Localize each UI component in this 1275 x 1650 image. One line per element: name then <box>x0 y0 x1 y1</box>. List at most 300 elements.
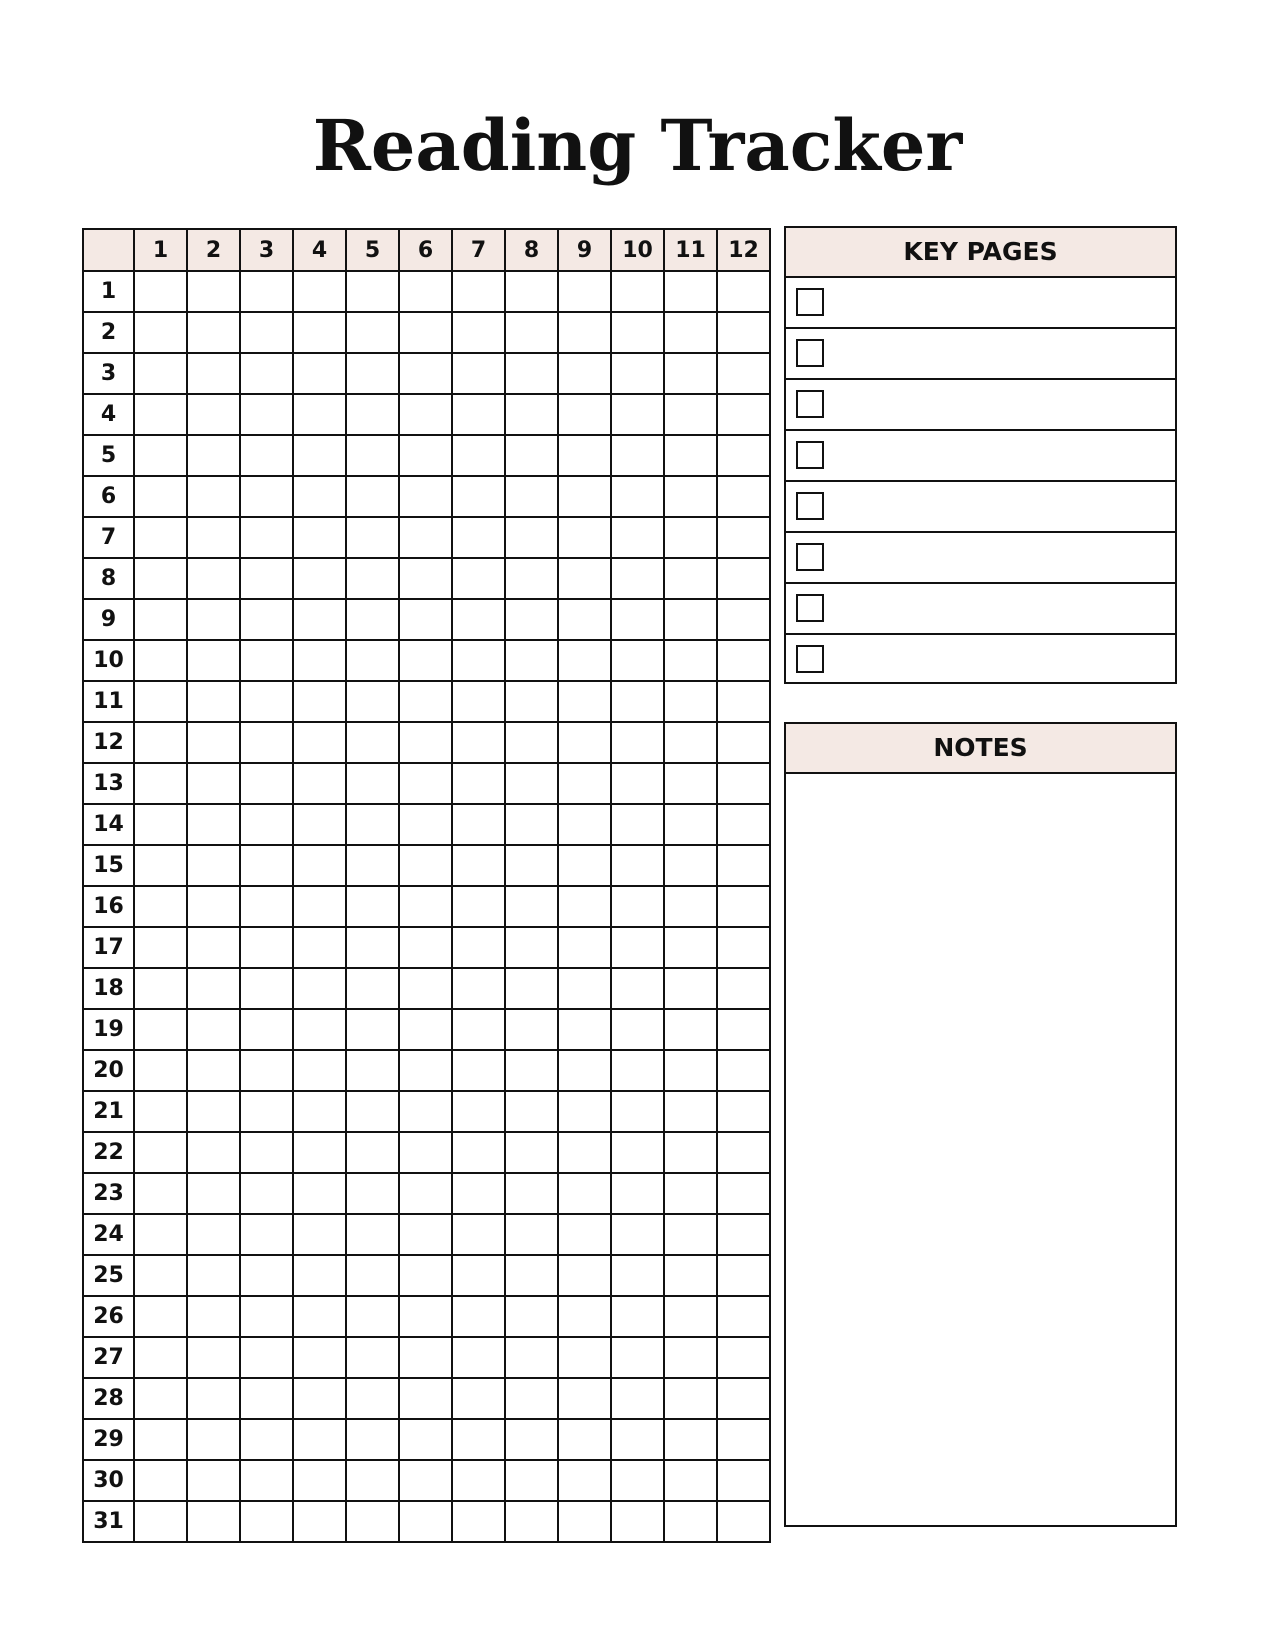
tracker-cell[interactable] <box>134 1378 187 1419</box>
tracker-cell[interactable] <box>611 517 664 558</box>
tracker-cell[interactable] <box>505 476 558 517</box>
tracker-cell[interactable] <box>664 1337 717 1378</box>
tracker-cell[interactable] <box>611 558 664 599</box>
tracker-cell[interactable] <box>664 1296 717 1337</box>
tracker-cell[interactable] <box>558 517 611 558</box>
tracker-cell[interactable] <box>558 968 611 1009</box>
tracker-cell[interactable] <box>240 1009 293 1050</box>
tracker-cell[interactable] <box>240 681 293 722</box>
tracker-cell[interactable] <box>611 1255 664 1296</box>
tracker-cell[interactable] <box>346 1091 399 1132</box>
tracker-cell[interactable] <box>664 1173 717 1214</box>
tracker-cell[interactable] <box>240 1173 293 1214</box>
tracker-cell[interactable] <box>346 763 399 804</box>
tracker-cell[interactable] <box>717 312 770 353</box>
tracker-cell[interactable] <box>717 435 770 476</box>
tracker-cell[interactable] <box>187 927 240 968</box>
tracker-cell[interactable] <box>611 312 664 353</box>
tracker-cell[interactable] <box>293 1501 346 1542</box>
tracker-cell[interactable] <box>452 1009 505 1050</box>
tracker-cell[interactable] <box>240 517 293 558</box>
tracker-cell[interactable] <box>505 1255 558 1296</box>
tracker-cell[interactable] <box>293 1009 346 1050</box>
tracker-cell[interactable] <box>293 927 346 968</box>
tracker-cell[interactable] <box>452 968 505 1009</box>
tracker-cell[interactable] <box>558 1337 611 1378</box>
tracker-cell[interactable] <box>505 804 558 845</box>
tracker-cell[interactable] <box>399 476 452 517</box>
tracker-cell[interactable] <box>293 1050 346 1091</box>
tracker-cell[interactable] <box>717 681 770 722</box>
tracker-cell[interactable] <box>558 804 611 845</box>
tracker-cell[interactable] <box>187 1460 240 1501</box>
tracker-cell[interactable] <box>505 353 558 394</box>
tracker-cell[interactable] <box>399 1050 452 1091</box>
tracker-cell[interactable] <box>346 517 399 558</box>
tracker-cell[interactable] <box>505 1173 558 1214</box>
tracker-cell[interactable] <box>134 558 187 599</box>
tracker-cell[interactable] <box>611 476 664 517</box>
tracker-cell[interactable] <box>399 1501 452 1542</box>
tracker-cell[interactable] <box>611 1296 664 1337</box>
tracker-cell[interactable] <box>399 886 452 927</box>
tracker-cell[interactable] <box>293 1255 346 1296</box>
key-page-checkbox[interactable] <box>796 594 824 622</box>
tracker-cell[interactable] <box>134 1255 187 1296</box>
tracker-cell[interactable] <box>558 558 611 599</box>
tracker-cell[interactable] <box>187 1132 240 1173</box>
tracker-cell[interactable] <box>399 394 452 435</box>
tracker-cell[interactable] <box>717 1501 770 1542</box>
tracker-cell[interactable] <box>717 1214 770 1255</box>
tracker-cell[interactable] <box>399 763 452 804</box>
tracker-cell[interactable] <box>240 968 293 1009</box>
tracker-cell[interactable] <box>240 1050 293 1091</box>
tracker-cell[interactable] <box>558 1214 611 1255</box>
tracker-cell[interactable] <box>187 1214 240 1255</box>
tracker-cell[interactable] <box>134 722 187 763</box>
tracker-cell[interactable] <box>240 271 293 312</box>
tracker-cell[interactable] <box>346 1337 399 1378</box>
notes-area[interactable] <box>786 774 1175 1529</box>
tracker-cell[interactable] <box>452 394 505 435</box>
tracker-cell[interactable] <box>505 1337 558 1378</box>
tracker-cell[interactable] <box>717 271 770 312</box>
tracker-cell[interactable] <box>346 1255 399 1296</box>
tracker-cell[interactable] <box>346 1460 399 1501</box>
tracker-cell[interactable] <box>399 927 452 968</box>
tracker-cell[interactable] <box>717 1050 770 1091</box>
tracker-cell[interactable] <box>505 1501 558 1542</box>
tracker-cell[interactable] <box>346 968 399 1009</box>
tracker-cell[interactable] <box>505 312 558 353</box>
tracker-cell[interactable] <box>187 435 240 476</box>
tracker-cell[interactable] <box>399 804 452 845</box>
tracker-cell[interactable] <box>452 1132 505 1173</box>
tracker-cell[interactable] <box>293 558 346 599</box>
tracker-cell[interactable] <box>611 1460 664 1501</box>
tracker-cell[interactable] <box>717 1255 770 1296</box>
tracker-cell[interactable] <box>664 927 717 968</box>
tracker-cell[interactable] <box>558 1050 611 1091</box>
tracker-cell[interactable] <box>346 394 399 435</box>
tracker-cell[interactable] <box>134 1296 187 1337</box>
tracker-cell[interactable] <box>293 1378 346 1419</box>
tracker-cell[interactable] <box>187 1501 240 1542</box>
tracker-cell[interactable] <box>664 1460 717 1501</box>
tracker-cell[interactable] <box>399 1337 452 1378</box>
tracker-cell[interactable] <box>134 1460 187 1501</box>
tracker-cell[interactable] <box>293 1460 346 1501</box>
tracker-cell[interactable] <box>505 558 558 599</box>
tracker-cell[interactable] <box>187 886 240 927</box>
tracker-cell[interactable] <box>717 763 770 804</box>
tracker-cell[interactable] <box>187 1255 240 1296</box>
tracker-cell[interactable] <box>505 968 558 1009</box>
tracker-cell[interactable] <box>293 435 346 476</box>
tracker-cell[interactable] <box>664 1132 717 1173</box>
tracker-cell[interactable] <box>611 640 664 681</box>
tracker-cell[interactable] <box>558 886 611 927</box>
tracker-cell[interactable] <box>187 1009 240 1050</box>
tracker-cell[interactable] <box>611 1091 664 1132</box>
tracker-cell[interactable] <box>240 886 293 927</box>
tracker-cell[interactable] <box>452 1419 505 1460</box>
tracker-cell[interactable] <box>664 804 717 845</box>
tracker-cell[interactable] <box>399 845 452 886</box>
tracker-cell[interactable] <box>240 804 293 845</box>
tracker-cell[interactable] <box>134 394 187 435</box>
tracker-cell[interactable] <box>717 1337 770 1378</box>
tracker-cell[interactable] <box>717 1132 770 1173</box>
tracker-cell[interactable] <box>293 599 346 640</box>
tracker-cell[interactable] <box>187 1378 240 1419</box>
tracker-cell[interactable] <box>240 558 293 599</box>
key-page-item[interactable] <box>786 635 1175 686</box>
tracker-cell[interactable] <box>558 1255 611 1296</box>
tracker-cell[interactable] <box>664 435 717 476</box>
tracker-cell[interactable] <box>293 640 346 681</box>
tracker-cell[interactable] <box>187 640 240 681</box>
tracker-cell[interactable] <box>399 1419 452 1460</box>
tracker-cell[interactable] <box>452 1214 505 1255</box>
tracker-cell[interactable] <box>240 845 293 886</box>
tracker-cell[interactable] <box>505 1214 558 1255</box>
tracker-cell[interactable] <box>664 722 717 763</box>
tracker-cell[interactable] <box>240 640 293 681</box>
tracker-cell[interactable] <box>664 599 717 640</box>
tracker-cell[interactable] <box>611 1501 664 1542</box>
tracker-cell[interactable] <box>134 1337 187 1378</box>
tracker-cell[interactable] <box>346 558 399 599</box>
tracker-cell[interactable] <box>346 1009 399 1050</box>
tracker-cell[interactable] <box>399 435 452 476</box>
tracker-cell[interactable] <box>346 476 399 517</box>
tracker-cell[interactable] <box>505 722 558 763</box>
tracker-cell[interactable] <box>399 1378 452 1419</box>
key-page-checkbox[interactable] <box>796 441 824 469</box>
tracker-cell[interactable] <box>240 476 293 517</box>
tracker-cell[interactable] <box>452 845 505 886</box>
tracker-cell[interactable] <box>134 845 187 886</box>
tracker-cell[interactable] <box>558 271 611 312</box>
tracker-cell[interactable] <box>558 763 611 804</box>
tracker-cell[interactable] <box>452 804 505 845</box>
tracker-cell[interactable] <box>346 845 399 886</box>
tracker-cell[interactable] <box>611 1132 664 1173</box>
tracker-cell[interactable] <box>240 435 293 476</box>
tracker-cell[interactable] <box>346 435 399 476</box>
tracker-cell[interactable] <box>399 1173 452 1214</box>
tracker-cell[interactable] <box>134 763 187 804</box>
tracker-cell[interactable] <box>293 1419 346 1460</box>
tracker-cell[interactable] <box>293 763 346 804</box>
tracker-cell[interactable] <box>611 763 664 804</box>
tracker-cell[interactable] <box>293 1132 346 1173</box>
tracker-cell[interactable] <box>717 1091 770 1132</box>
tracker-cell[interactable] <box>558 1501 611 1542</box>
tracker-cell[interactable] <box>452 435 505 476</box>
tracker-cell[interactable] <box>346 1214 399 1255</box>
tracker-cell[interactable] <box>346 271 399 312</box>
tracker-cell[interactable] <box>505 1419 558 1460</box>
tracker-cell[interactable] <box>293 1173 346 1214</box>
tracker-cell[interactable] <box>611 394 664 435</box>
tracker-cell[interactable] <box>134 640 187 681</box>
tracker-cell[interactable] <box>346 312 399 353</box>
tracker-cell[interactable] <box>293 886 346 927</box>
tracker-cell[interactable] <box>134 599 187 640</box>
tracker-cell[interactable] <box>558 640 611 681</box>
tracker-cell[interactable] <box>240 394 293 435</box>
tracker-cell[interactable] <box>452 312 505 353</box>
tracker-cell[interactable] <box>505 599 558 640</box>
tracker-cell[interactable] <box>134 435 187 476</box>
tracker-cell[interactable] <box>187 599 240 640</box>
tracker-cell[interactable] <box>346 353 399 394</box>
tracker-cell[interactable] <box>346 640 399 681</box>
tracker-cell[interactable] <box>717 353 770 394</box>
tracker-cell[interactable] <box>664 312 717 353</box>
tracker-cell[interactable] <box>452 1460 505 1501</box>
tracker-cell[interactable] <box>187 722 240 763</box>
tracker-cell[interactable] <box>134 681 187 722</box>
tracker-cell[interactable] <box>240 722 293 763</box>
tracker-cell[interactable] <box>558 394 611 435</box>
tracker-cell[interactable] <box>664 353 717 394</box>
tracker-cell[interactable] <box>399 722 452 763</box>
tracker-cell[interactable] <box>187 271 240 312</box>
tracker-cell[interactable] <box>399 1009 452 1050</box>
tracker-cell[interactable] <box>664 886 717 927</box>
tracker-cell[interactable] <box>505 394 558 435</box>
tracker-cell[interactable] <box>134 517 187 558</box>
tracker-cell[interactable] <box>187 517 240 558</box>
tracker-cell[interactable] <box>664 1501 717 1542</box>
key-page-item[interactable] <box>786 431 1175 482</box>
tracker-cell[interactable] <box>452 640 505 681</box>
tracker-cell[interactable] <box>611 845 664 886</box>
key-page-checkbox[interactable] <box>796 390 824 418</box>
tracker-cell[interactable] <box>293 394 346 435</box>
tracker-cell[interactable] <box>187 558 240 599</box>
tracker-cell[interactable] <box>505 763 558 804</box>
tracker-cell[interactable] <box>452 681 505 722</box>
tracker-cell[interactable] <box>187 1337 240 1378</box>
tracker-cell[interactable] <box>134 353 187 394</box>
tracker-cell[interactable] <box>452 1337 505 1378</box>
tracker-cell[interactable] <box>664 1378 717 1419</box>
tracker-cell[interactable] <box>611 1419 664 1460</box>
tracker-cell[interactable] <box>717 1378 770 1419</box>
tracker-cell[interactable] <box>505 1050 558 1091</box>
tracker-cell[interactable] <box>240 1501 293 1542</box>
tracker-cell[interactable] <box>134 1501 187 1542</box>
tracker-cell[interactable] <box>505 1378 558 1419</box>
tracker-cell[interactable] <box>717 886 770 927</box>
tracker-cell[interactable] <box>505 1091 558 1132</box>
tracker-cell[interactable] <box>399 599 452 640</box>
tracker-cell[interactable] <box>293 517 346 558</box>
tracker-cell[interactable] <box>399 1214 452 1255</box>
tracker-cell[interactable] <box>240 927 293 968</box>
tracker-cell[interactable] <box>346 927 399 968</box>
tracker-cell[interactable] <box>134 968 187 1009</box>
tracker-cell[interactable] <box>558 722 611 763</box>
key-page-checkbox[interactable] <box>796 288 824 316</box>
tracker-cell[interactable] <box>134 1419 187 1460</box>
tracker-cell[interactable] <box>399 640 452 681</box>
tracker-cell[interactable] <box>293 353 346 394</box>
tracker-cell[interactable] <box>664 1214 717 1255</box>
tracker-cell[interactable] <box>187 1091 240 1132</box>
tracker-cell[interactable] <box>240 1460 293 1501</box>
tracker-cell[interactable] <box>505 1132 558 1173</box>
tracker-cell[interactable] <box>452 722 505 763</box>
tracker-cell[interactable] <box>134 1091 187 1132</box>
tracker-cell[interactable] <box>611 353 664 394</box>
tracker-cell[interactable] <box>346 1132 399 1173</box>
tracker-cell[interactable] <box>399 681 452 722</box>
tracker-cell[interactable] <box>399 517 452 558</box>
tracker-cell[interactable] <box>346 886 399 927</box>
tracker-cell[interactable] <box>293 1337 346 1378</box>
tracker-cell[interactable] <box>346 1296 399 1337</box>
tracker-cell[interactable] <box>717 558 770 599</box>
tracker-cell[interactable] <box>452 1378 505 1419</box>
tracker-cell[interactable] <box>611 927 664 968</box>
tracker-cell[interactable] <box>664 1009 717 1050</box>
tracker-cell[interactable] <box>399 1091 452 1132</box>
tracker-cell[interactable] <box>346 1173 399 1214</box>
tracker-cell[interactable] <box>452 1296 505 1337</box>
tracker-cell[interactable] <box>558 353 611 394</box>
tracker-cell[interactable] <box>452 517 505 558</box>
tracker-cell[interactable] <box>452 886 505 927</box>
tracker-cell[interactable] <box>187 353 240 394</box>
tracker-cell[interactable] <box>558 1378 611 1419</box>
tracker-cell[interactable] <box>187 968 240 1009</box>
tracker-cell[interactable] <box>399 1132 452 1173</box>
tracker-cell[interactable] <box>293 312 346 353</box>
tracker-cell[interactable] <box>293 845 346 886</box>
tracker-cell[interactable] <box>293 722 346 763</box>
tracker-cell[interactable] <box>558 435 611 476</box>
tracker-cell[interactable] <box>558 312 611 353</box>
tracker-cell[interactable] <box>664 1419 717 1460</box>
tracker-cell[interactable] <box>717 1296 770 1337</box>
tracker-cell[interactable] <box>558 1132 611 1173</box>
tracker-cell[interactable] <box>399 353 452 394</box>
tracker-cell[interactable] <box>717 1460 770 1501</box>
tracker-cell[interactable] <box>717 1009 770 1050</box>
key-page-checkbox[interactable] <box>796 339 824 367</box>
tracker-cell[interactable] <box>558 1460 611 1501</box>
tracker-cell[interactable] <box>611 435 664 476</box>
tracker-cell[interactable] <box>558 1296 611 1337</box>
tracker-cell[interactable] <box>611 1009 664 1050</box>
tracker-cell[interactable] <box>240 1337 293 1378</box>
tracker-cell[interactable] <box>452 353 505 394</box>
tracker-cell[interactable] <box>346 1050 399 1091</box>
tracker-cell[interactable] <box>293 476 346 517</box>
tracker-cell[interactable] <box>452 1255 505 1296</box>
tracker-cell[interactable] <box>505 640 558 681</box>
tracker-cell[interactable] <box>664 968 717 1009</box>
tracker-cell[interactable] <box>293 1296 346 1337</box>
tracker-cell[interactable] <box>664 271 717 312</box>
key-page-item[interactable] <box>786 380 1175 431</box>
tracker-cell[interactable] <box>346 722 399 763</box>
tracker-cell[interactable] <box>505 1460 558 1501</box>
tracker-cell[interactable] <box>505 1009 558 1050</box>
tracker-cell[interactable] <box>240 353 293 394</box>
tracker-cell[interactable] <box>187 1296 240 1337</box>
tracker-cell[interactable] <box>717 927 770 968</box>
key-page-item[interactable] <box>786 482 1175 533</box>
tracker-cell[interactable] <box>399 1296 452 1337</box>
tracker-cell[interactable] <box>664 1091 717 1132</box>
tracker-cell[interactable] <box>240 599 293 640</box>
tracker-cell[interactable] <box>240 1296 293 1337</box>
tracker-cell[interactable] <box>187 1419 240 1460</box>
tracker-cell[interactable] <box>558 1419 611 1460</box>
tracker-cell[interactable] <box>240 1132 293 1173</box>
tracker-cell[interactable] <box>452 476 505 517</box>
tracker-cell[interactable] <box>452 1050 505 1091</box>
tracker-cell[interactable] <box>558 1009 611 1050</box>
tracker-cell[interactable] <box>558 845 611 886</box>
tracker-cell[interactable] <box>346 1501 399 1542</box>
tracker-cell[interactable] <box>134 1009 187 1050</box>
tracker-cell[interactable] <box>717 517 770 558</box>
key-page-checkbox[interactable] <box>796 492 824 520</box>
key-page-item[interactable] <box>786 533 1175 584</box>
tracker-cell[interactable] <box>187 476 240 517</box>
tracker-cell[interactable] <box>452 558 505 599</box>
tracker-cell[interactable] <box>399 1460 452 1501</box>
tracker-cell[interactable] <box>187 312 240 353</box>
tracker-cell[interactable] <box>293 271 346 312</box>
tracker-cell[interactable] <box>505 517 558 558</box>
tracker-cell[interactable] <box>346 804 399 845</box>
tracker-cell[interactable] <box>505 927 558 968</box>
tracker-cell[interactable] <box>717 476 770 517</box>
tracker-cell[interactable] <box>611 804 664 845</box>
tracker-cell[interactable] <box>558 681 611 722</box>
tracker-cell[interactable] <box>240 1419 293 1460</box>
tracker-cell[interactable] <box>452 1173 505 1214</box>
